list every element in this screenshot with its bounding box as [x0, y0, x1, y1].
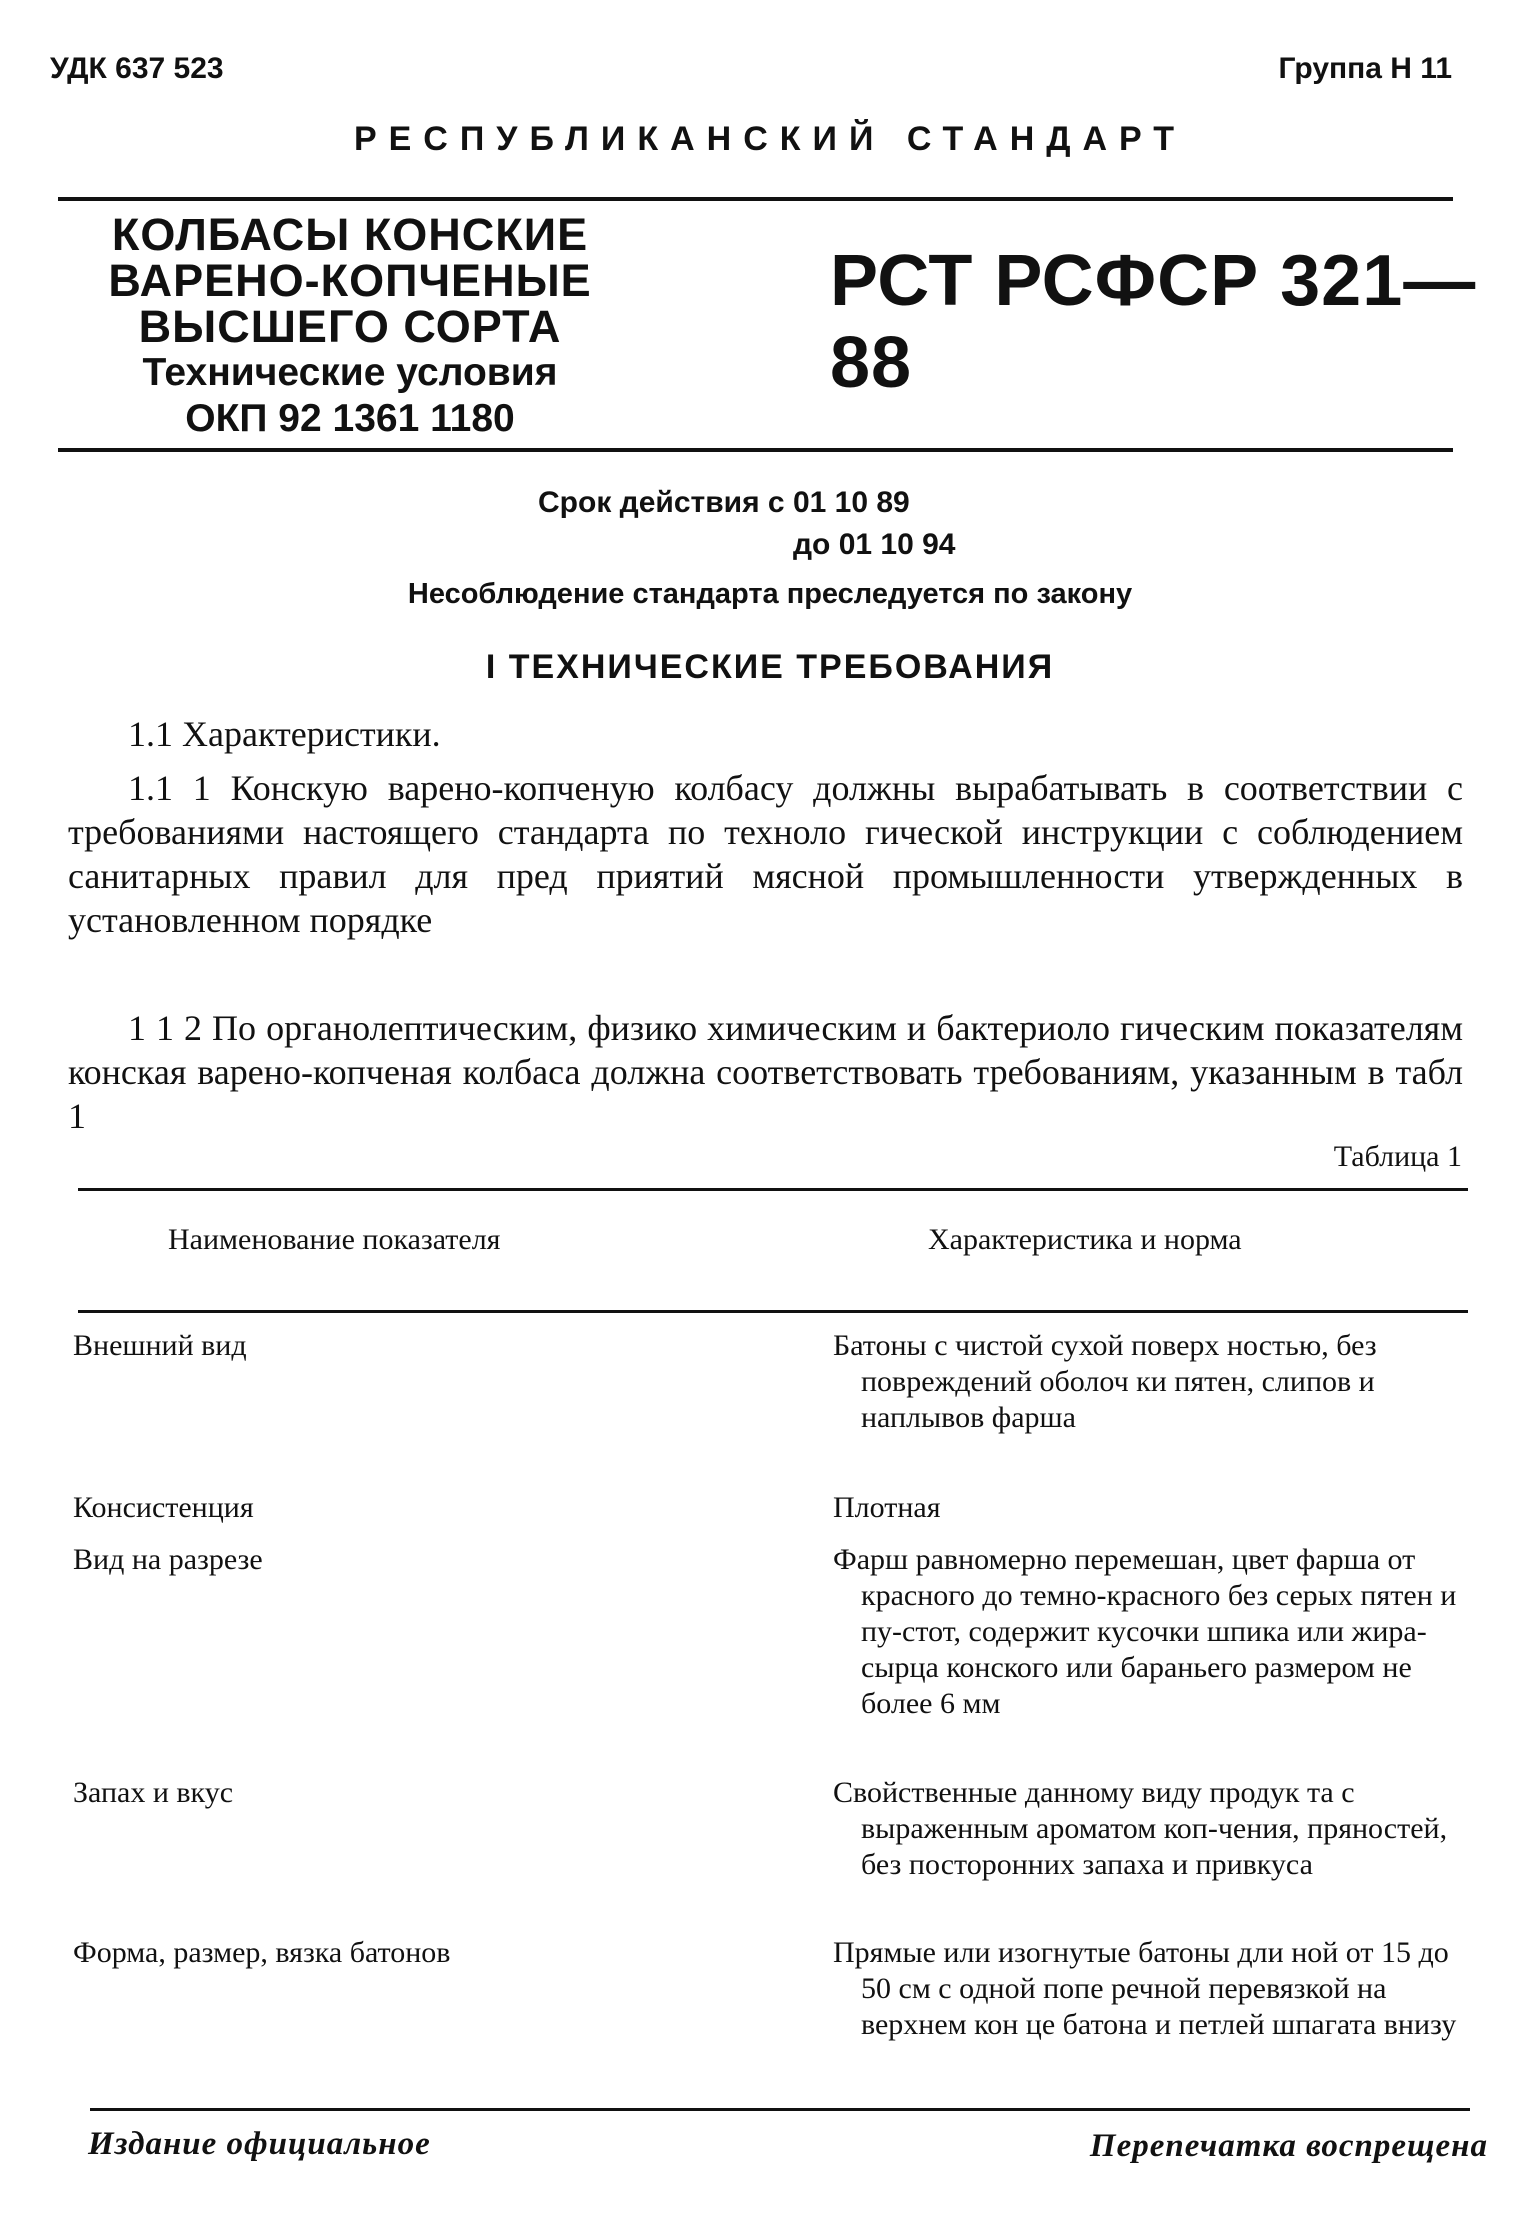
validity-period — [538, 482, 955, 566]
validity-to: до 01 10 94 — [793, 528, 956, 561]
row-name: Запах и вкус — [73, 1776, 234, 1809]
group-code: Группа Н 11 — [1278, 52, 1452, 85]
table-header-name: Наименование показателя — [168, 1223, 501, 1256]
top-rule — [58, 197, 1453, 201]
title-line-2: ВАРЕНО-КОПЧЕНЫЕ — [108, 255, 592, 306]
table-label: Таблица 1 — [1333, 1140, 1462, 1173]
validity-from: Срок действия с 01 10 89 — [538, 486, 910, 519]
footer-reprint-prohibited: Перепечатка воспрещена — [1089, 2128, 1488, 2164]
section-title: I ТЕХНИЧЕСКИЕ ТРЕБОВАНИЯ — [485, 648, 1055, 686]
table-top-rule — [78, 1188, 1468, 1191]
paragraph-1-1-1-text: 1.1 1 Конскую варено-копченую колбасу должны вырабатывать в соответствии с требованиями настоящего стандарта по техноло гической инструкции с соблюдением санитарных правил для пред приятий мясной промышленности утвержденных в установленном порядке — [68, 768, 1463, 940]
paragraph-1-1-1 — [68, 766, 1463, 942]
row-name: Форма, размер, вязка батонов — [73, 1936, 451, 1969]
row-value: Свойственные данному виду продук та с выраженным ароматом коп-чения, пряностей, без посторонних запаха и привкуса — [833, 1776, 1448, 1881]
title-line-3: ВЫСШЕГО СОРТА — [138, 301, 562, 352]
row-name: Внешний вид — [73, 1329, 247, 1362]
law-notice: Несоблюдение стандарта преследуется по закону — [407, 578, 1133, 610]
paragraph-1-1-2 — [68, 1006, 1463, 1138]
paragraph-1-1-text: 1.1 Характеристики. — [128, 714, 441, 754]
row-value: Батоны с чистой сухой поверх ностью, без повреждений оболоч ки пятен, слипов и наплывов фарша — [833, 1329, 1377, 1434]
standard-code: РСТ РСФСР 321—88 — [830, 241, 1477, 403]
title-bottom-rule — [58, 448, 1453, 452]
title-line-1: КОЛБАСЫ КОНСКИЕ — [111, 209, 589, 260]
table-header-rule — [78, 1310, 1468, 1313]
title-subtitle: Технические условия — [142, 351, 558, 394]
row-value: Фарш равномерно перемешан, цвет фарша от красного до темно-красного без серых пятен и пу-стот, содержит кусочки шпика или жира-сырца конского или бараньего размером не более 6 мм — [833, 1543, 1457, 1720]
row-name: Вид на разрезе — [73, 1543, 263, 1576]
row-value: Прямые или изогнутые батоны дли ной от 15 до 50 см с одной попе речной перевязкой на верхнем кон це батона и петлей шпагата внизу — [833, 1936, 1457, 2041]
title-block — [70, 209, 630, 442]
table-header-value: Характеристика и норма — [928, 1223, 1242, 1256]
okp-code: ОКП 92 1361 1180 — [185, 397, 515, 440]
udk-code: УДК 637 523 — [50, 52, 224, 85]
paragraph-1-1 — [68, 712, 1463, 756]
row-name: Консистенция — [73, 1491, 254, 1524]
footer-rule — [90, 2108, 1470, 2111]
footer-official-edition: Издание официальное — [88, 2126, 431, 2162]
standard-type: РЕСПУБЛИКАНСКИЙ СТАНДАРТ — [353, 120, 1187, 158]
row-value: Плотная — [833, 1491, 941, 1524]
paragraph-1-1-2-text: 1 1 2 По органолептическим, физико химическим и бактериоло гическим показателям конская варено-копченая колбаса должна соответствовать требованиям, указанным в табл 1 — [68, 1008, 1463, 1136]
